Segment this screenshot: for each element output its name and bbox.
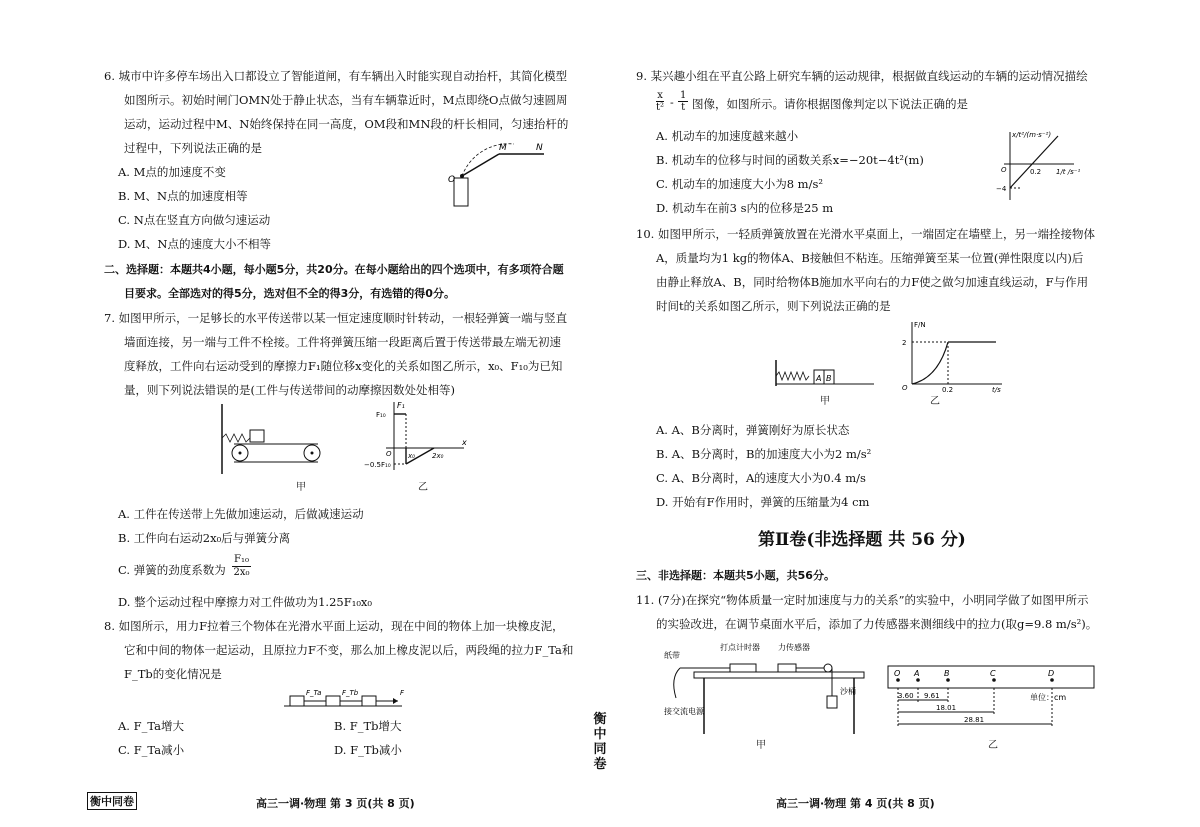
label-m: M: [499, 143, 507, 153]
q9-graph: [986, 128, 1081, 204]
q9-line-1: 9. 某兴趣小组在平直公路上研究车辆的运动规律，根据做直线运动的车辆的运动情况描绘: [636, 69, 1088, 83]
q6-option-d: D. M、N点的速度大小不相等: [118, 237, 271, 251]
part2-title: 第Ⅱ卷(非选择题 共 56 分): [758, 530, 966, 550]
q6-line-4: 过程中，下列说法正确的是: [124, 141, 262, 155]
q10-line-2: A，质量均为1 kg的物体A、B接触但不粘连。压缩弹簧至某一位置(弹性限度以内)后: [656, 251, 1084, 265]
vertical-mark: 衡中同卷: [593, 712, 607, 772]
q8-line-1: 8. 如图所示，用力F拉着三个物体在光滑水平面上运动，现在中间的物体上加一块橡皮泥，: [104, 619, 564, 633]
q7-line-3: 度释放，工件向右运动受到的摩擦力F₁随位移x变化的关系如图乙所示，x₀、F₁₀为已知: [124, 359, 563, 373]
q7-line-2: 墙面连接，另一端与工件不栓接。工件将弹簧压缩一段距离后置于传送带最左端无初速: [124, 335, 561, 349]
blocks-figure: [282, 682, 412, 712]
q8-line-2: 它和中间的物体一起运动，且原拉力F不变，那么加上橡皮泥以后，两段绳的拉力F_Ta和: [124, 643, 574, 657]
label-sensor: 力传感器: [778, 643, 810, 652]
force-graph: [898, 318, 1004, 392]
tape-d: D: [1048, 669, 1055, 678]
q10-option-a: A. A、B分离时，弹簧刚好为原长状态: [656, 423, 850, 437]
tape-c: C: [990, 669, 996, 678]
section3-heading: 三、非选择题：本题共5小题，共56分。: [636, 569, 835, 582]
tape-unit: 单位：cm: [1030, 693, 1067, 702]
force-graph-x02: 0.2: [942, 386, 954, 394]
q6-line-1: 6. 城市中许多停车场出入口都设立了智能道闸，有车辆出入时能实现自动抬杆，其简化模型: [104, 69, 568, 83]
tape-b: B: [944, 669, 950, 678]
q8-option-b: B. F_Tb增大: [334, 719, 402, 733]
brand-stamp: 衡中同卷: [87, 792, 137, 810]
q7-option-c: C. 弹簧的劲度系数为: [118, 563, 226, 577]
right-footer: 高三一调·物理 第 4 页(共 8 页): [776, 797, 935, 810]
conveyor-figure: [208, 402, 328, 482]
q9-graph-neg4: −4: [996, 185, 1007, 193]
graph-ylabel: F₁: [397, 401, 405, 410]
tape-a: A: [914, 669, 920, 678]
q9-frac1: x t²: [656, 90, 665, 113]
q6-line-3: 运动，运动过程中M、N始终保持在同一高度，OM段和MN段的杆长相同，匀速抬杆的: [124, 117, 569, 131]
q8-option-d: D. F_Tb减小: [334, 743, 402, 757]
tape-d3: 18.01: [936, 704, 957, 712]
q10-line-4: 时间t的关系如图乙所示，则下列说法正确的是: [656, 299, 891, 313]
q10-option-c: C. A、B分离时，A的速度大小为0.4 m/s: [656, 471, 866, 485]
gate-figure: [444, 138, 564, 218]
q8-option-a: A. F_Ta增大: [118, 719, 184, 733]
q7-line-1: 7. 如图甲所示，一足够长的水平传送带以某一恒定速度顺时针转动，一根轻弹簧一端与竖直: [104, 311, 568, 325]
label-f: F: [400, 689, 405, 697]
q10-line-3: 由静止释放A、B，同时给物体B施加水平向右的力F使之做匀加速直线运动，F与作用: [656, 275, 1089, 289]
q7-option-a: A. 工件在传送带上先做加速运动，后做减速运动: [118, 507, 364, 521]
q7-caption-a: 甲: [296, 482, 306, 493]
force-graph-2: 2: [902, 339, 907, 347]
frac-den: 2x₀: [233, 567, 250, 578]
graph-o: O: [386, 450, 392, 458]
q7-line-4: 量，则下列说法错误的是(工件与传送带间的动摩擦因数处处相等): [124, 383, 455, 397]
q9-option-a: A. 机动车的加速度越来越小: [656, 129, 799, 143]
force-graph-xlabel: t/s: [992, 386, 1001, 394]
q10-caption-a: 甲: [820, 396, 830, 407]
left-footer: 高三一调·物理 第 3 页(共 8 页): [256, 797, 415, 810]
tape-d4: 28.81: [964, 716, 985, 724]
q6-option-b: B. M、N点的加速度相等: [118, 189, 248, 203]
tape-d1: 3.60: [898, 692, 914, 700]
q9-graph-o: O: [1001, 166, 1007, 174]
graph-f10: F₁₀: [376, 411, 386, 419]
q8-option-c: C. F_Ta减小: [118, 743, 185, 757]
q6-option-c: C. N点在竖直方向做匀速运动: [118, 213, 271, 227]
section2-line-1: 二、选择题：本题共4小题，每小题5分，共20分。在每小题给出的四个选项中，有多项符合题: [104, 263, 564, 276]
q7-option-d: D. 整个运动过程中摩擦力对工件做功为1.25F₁₀x₀: [118, 595, 373, 609]
label-ftb: F_Tb: [342, 689, 359, 697]
q9-graph-x02: 0.2: [1030, 168, 1042, 176]
q7-option-b: B. 工件向右运动2x₀后与弹簧分离: [118, 531, 291, 545]
q9-option-d: D. 机动车在前3 s内的位移是25 m: [656, 201, 834, 215]
label-o: O: [448, 175, 456, 185]
experiment-figure: [660, 634, 870, 740]
label-sand: 沙桶: [840, 687, 856, 696]
label-tape: 纸带: [664, 651, 680, 660]
q6-option-a: A. M点的加速度不变: [118, 165, 226, 179]
q6-line-2: 如图所示。初始时闸门OMN处于静止状态，当有车辆靠近时，M点即绕O点做匀速圆周: [124, 93, 568, 107]
tape-figure: [884, 664, 1098, 742]
q9-option-c: C. 机动车的加速度大小为8 m/s²: [656, 177, 823, 191]
label-power: 接交流电源: [664, 707, 704, 716]
q10-caption-b: 乙: [930, 396, 940, 407]
q9-option-b: B. 机动车的位移与时间的函数关系x=−20t−4t²(m): [656, 153, 924, 167]
q11-line-2: 的实验改进，在调节桌面水平后，添加了力传感器来测细线中的拉力(取g=9.8 m/s²)。: [656, 617, 1098, 631]
label-n: N: [536, 143, 543, 153]
graph-x0: x₀: [408, 452, 415, 460]
q9-graph-xlabel: 1/t /s⁻¹: [1056, 168, 1081, 176]
spring-label-b: B: [826, 374, 832, 383]
graph-2x0: 2x₀: [432, 452, 444, 460]
graph-xlabel: x: [462, 438, 467, 447]
q10-line-1: 10. 如图甲所示，一轻质弹簧放置在光滑水平桌面上，一端固定在墙壁上，另一端拴接物体: [636, 227, 1095, 241]
spring-label-a: A: [816, 374, 822, 383]
q11-caption-b: 乙: [988, 740, 998, 751]
section2-line-2: 目要求。全部选对的得5分，选对但不全的得3分，有选错的得0分。: [124, 287, 455, 300]
q11-line-1: 11. (7分)在探究“物体质量一定时加速度与力的关系”的实验中，小明同学做了如图甲所示: [636, 593, 1089, 607]
q10-option-d: D. 开始有F作用时，弹簧的压缩量为4 cm: [656, 495, 870, 509]
graph-neg: −0.5F₁₀: [364, 461, 391, 469]
force-graph-o: O: [902, 384, 908, 392]
frac-num: F₁₀: [234, 554, 249, 565]
spring-figure: [770, 356, 880, 390]
friction-graph: [364, 398, 474, 478]
label-timer: 打点计时器: [720, 643, 760, 652]
tape-d2: 9.61: [924, 692, 940, 700]
q10-option-b: B. A、B分离时，B的加速度大小为2 m/s²: [656, 447, 872, 461]
force-graph-ylabel: F/N: [914, 321, 926, 329]
q9-graph-ylabel: x/t²/(m·s⁻²): [1012, 131, 1052, 139]
label-fta: F_Ta: [306, 689, 322, 697]
q11-caption-a: 甲: [756, 740, 766, 751]
q9-line-2: 图像，如图所示。请你根据图像判定以下说法正确的是: [692, 97, 968, 111]
q8-line-3: F_Tb的变化情况是: [124, 667, 222, 681]
q7-option-c-fraction: [232, 554, 251, 579]
tape-o: O: [894, 669, 901, 678]
q7-caption-b: 乙: [418, 482, 428, 493]
q9-frac2: 1 t: [680, 90, 687, 113]
